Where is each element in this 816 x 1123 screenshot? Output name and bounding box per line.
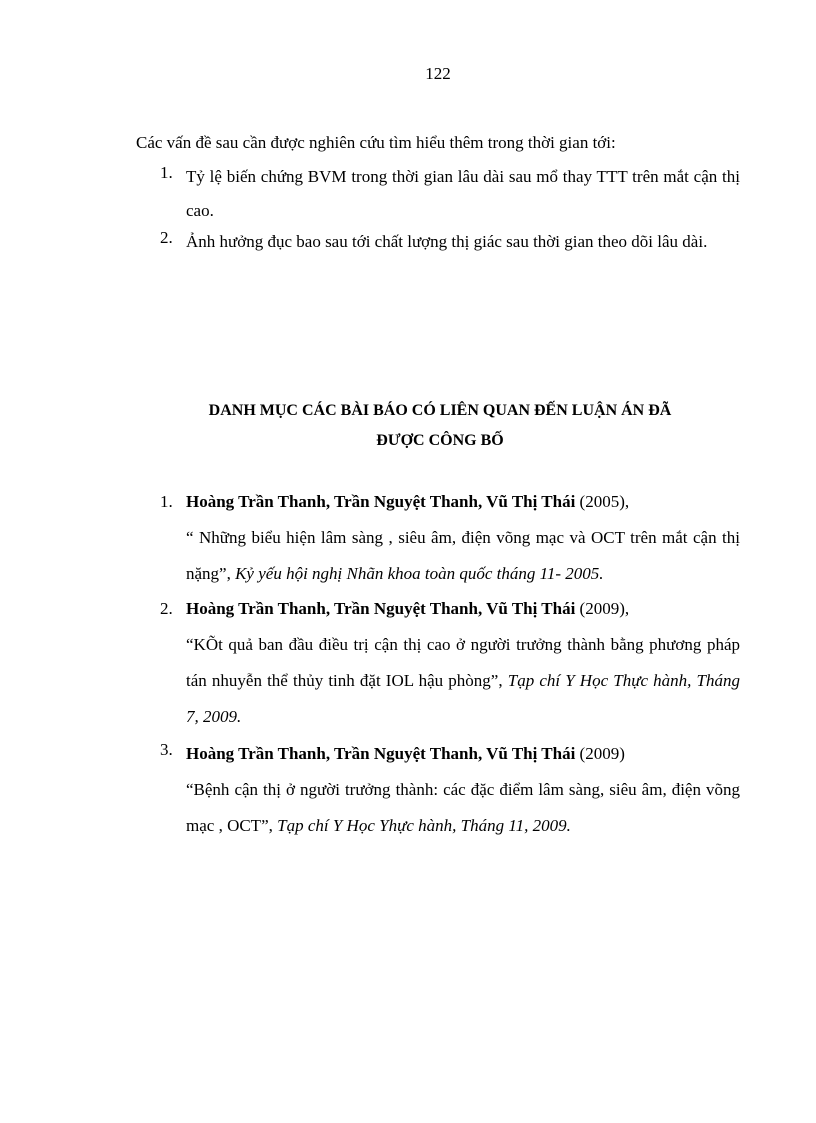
- list-number: 2.: [160, 228, 173, 247]
- publication-source: Tạp chí Y Học Yhực hành, Tháng 11, 2009.: [277, 816, 571, 835]
- publication-item: [160, 484, 740, 592]
- publication-title: “ Những biểu hiện lâm sàng , siêu âm, điện võng mạc và OCT trên mắt cận thị nặng”,: [186, 528, 740, 583]
- publication-item: [160, 591, 740, 735]
- publication-source: Kỷ yếu hội nghị Nhãn khoa toàn quốc tháng 11- 2005.: [235, 564, 604, 583]
- heading-line-2: ĐƯỢC CÔNG BỐ: [376, 432, 504, 449]
- list-number: 1.: [160, 492, 173, 511]
- publication-authors: Hoàng Trần Thanh, Trần Nguyệt Thanh, Vũ Thị Thái: [186, 599, 576, 618]
- publication-authors: Hoàng Trần Thanh, Trần Nguyệt Thanh, Vũ Thị Thái: [186, 744, 576, 763]
- future-issue-text: Ảnh hưởng đục bao sau tới chất lượng thị giác sau thời gian theo dõi lâu dài.: [186, 232, 708, 251]
- intro-paragraph: Các vấn đề sau cần được nghiên cứu tìm hiểu thêm trong thời gian tới:: [136, 133, 616, 152]
- publication-year: (2005),: [575, 492, 630, 511]
- page-number: 122: [425, 64, 451, 83]
- future-issue-item: [160, 160, 740, 228]
- list-number: 1.: [160, 163, 173, 182]
- future-issue-text: Tỷ lệ biến chứng BVM trong thời gian lâu dài sau mổ thay TTT trên mắt cận thị cao.: [186, 167, 740, 220]
- publication-citation: [186, 591, 740, 735]
- publication-citation: [186, 484, 740, 592]
- heading-line-1: DANH MỤC CÁC BÀI BÁO CÓ LIÊN QUAN ĐẾN LUẬN ÁN ĐÃ: [208, 402, 672, 419]
- publication-year: (2009),: [575, 599, 630, 618]
- publication-authors: Hoàng Trần Thanh, Trần Nguyệt Thanh, Vũ Thị Thái: [186, 492, 576, 511]
- publication-source: Tạp chí Y Học Thực hành, Tháng 7, 2009.: [186, 671, 740, 726]
- publication-year: (2009): [575, 744, 625, 763]
- publication-title: “KÕt quả ban đầu điều trị cận thị cao ở người trưởng thành bằng phương pháp tán nhuyễn thể thủy tinh đặt IOL hậu phòng”,: [186, 635, 740, 690]
- publication-title: “Bệnh cận thị ở người trưởng thành: các đặc điểm lâm sàng, siêu âm, điện võng mạc , OCT”,: [186, 780, 740, 835]
- list-number: 2.: [160, 599, 173, 618]
- future-issue-item: [160, 225, 740, 259]
- publication-citation: [186, 736, 740, 844]
- list-number: 3.: [160, 740, 173, 759]
- publication-item: [160, 736, 740, 844]
- publications-heading: [150, 396, 730, 456]
